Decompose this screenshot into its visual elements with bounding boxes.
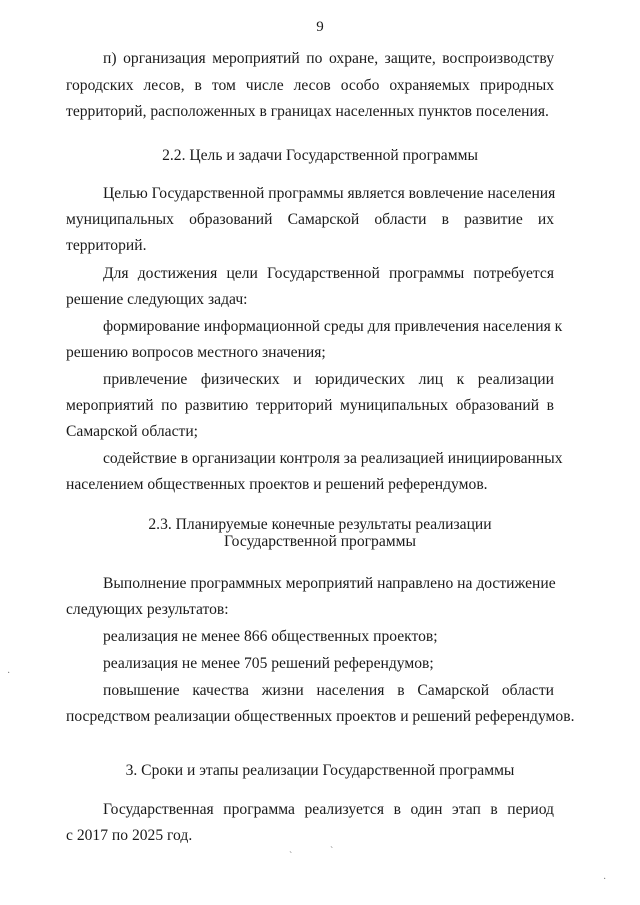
task-1-line-2: решению вопросов местного значения; xyxy=(66,344,326,361)
task-3-line-2: населением общественных проектов и решений референдумов. xyxy=(66,476,488,493)
task-2-line-3: Самарской области; xyxy=(66,423,199,440)
scan-speck: · xyxy=(603,874,607,885)
section-3-text-line-1: Государственная программа реализуется в один этап в период xyxy=(103,801,554,818)
scan-speck: · xyxy=(7,668,11,679)
page-number: 9 xyxy=(316,19,324,35)
section-2-2-heading: 2.2. Цель и задачи Государственной программы xyxy=(162,147,478,164)
result-1: реализация не менее 866 общественных проектов; xyxy=(103,628,438,645)
result-2: реализация не менее 705 решений референдумов; xyxy=(103,655,434,672)
results-intro-line-2: следующих результатов: xyxy=(66,601,229,618)
section-3-heading: 3. Сроки и этапы реализации Государственной программы xyxy=(125,762,515,779)
tasks-intro-line-1: Для достижения цели Государственной программы потребуется xyxy=(103,265,554,282)
section-3-text-line-2: с 2017 по 2025 год. xyxy=(66,827,193,844)
paragraph-p-line-1: п) организация мероприятий по охране, защите, воспроизводству xyxy=(103,50,554,67)
goal-line-2: муниципальных образований Самарской области в развитие их xyxy=(66,211,554,228)
paragraph-p-line-2: городских лесов, в том числе лесов особо охраняемых природных xyxy=(66,77,554,94)
goal-line-3: территорий. xyxy=(66,237,147,254)
section-2-3-heading-line-1: 2.3. Планируемые конечные результаты реализации xyxy=(148,516,492,533)
task-3-line-1: содействие в организации контроля за реализацией инициированных xyxy=(103,450,563,467)
tasks-intro-line-2: решение следующих задач: xyxy=(66,291,248,308)
result-3-line-1: повышение качества жизни населения в Самарской области xyxy=(103,682,554,699)
result-3-line-2: посредством реализации общественных проектов и решений референдумов. xyxy=(66,708,575,725)
paragraph-p-line-3: территорий, расположенных в границах населенных пунктов поселения. xyxy=(66,103,549,120)
section-2-3-heading-line-2: Государственной программы xyxy=(224,533,416,550)
task-2-line-2: мероприятий по развитию территорий муниципальных образований в xyxy=(66,397,554,414)
goal-line-1: Целью Государственной программы является вовлечение населения xyxy=(103,185,556,202)
scan-speck: ˋ xyxy=(330,846,334,857)
results-intro-line-1: Выполнение программных мероприятий направлено на достижение xyxy=(103,575,556,592)
scan-speck: ˋ xyxy=(289,851,293,862)
task-2-line-1: привлечение физических и юридических лиц к реализации xyxy=(103,371,554,388)
task-1-line-1: формирование информационной среды для привлечения населения к xyxy=(103,318,563,335)
